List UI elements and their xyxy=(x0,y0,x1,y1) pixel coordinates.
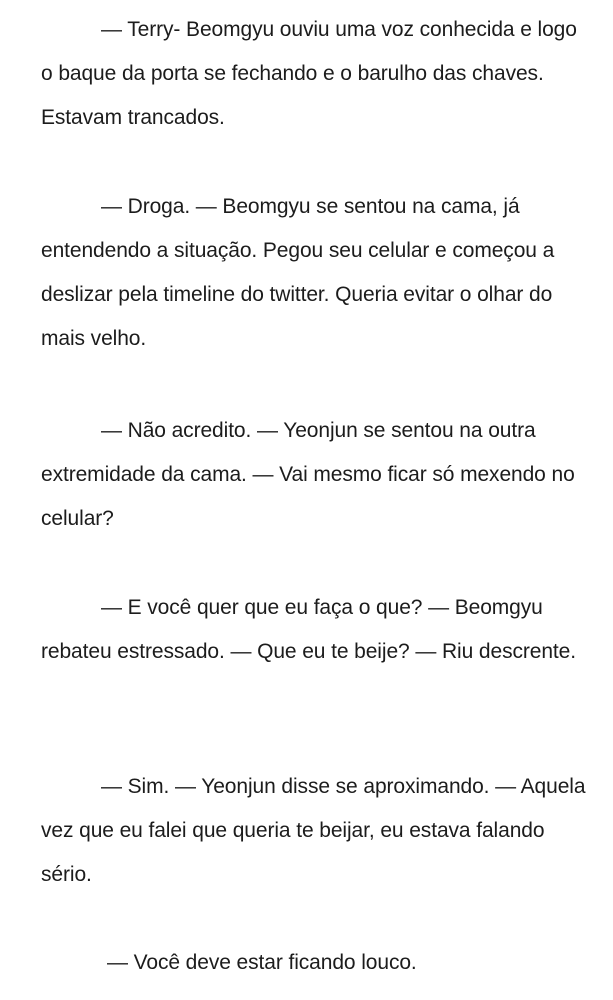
story-paragraph-5: — Sim. — Yeonjun disse se aproximando. — Aquela vez que eu falei que queria te beijar, eu estava falando sério. xyxy=(41,775,586,886)
story-paragraph-1: — Terry- Beomgyu ouviu uma voz conhecida e logo o baque da porta se fechando e o barulho das chaves. Estavam trancados. xyxy=(41,18,577,129)
story-paragraph-2: — Droga. — Beomgyu se sentou na cama, já entendendo a situação. Pegou seu celular e começou a deslizar pela timeline do twitter. Queria evitar o olhar do mais velho. xyxy=(41,195,555,350)
story-paragraph-6: — Você deve estar ficando louco. xyxy=(107,951,417,974)
story-paragraph-3: — Não acredito. — Yeonjun se sentou na outra extremidade da cama. — Vai mesmo ficar só mexendo no celular? xyxy=(41,419,575,530)
story-paragraph-4: — E você quer que eu faça o que? — Beomgyu rebateu estressado. — Que eu te beije? — Riu descrente. xyxy=(41,596,576,663)
